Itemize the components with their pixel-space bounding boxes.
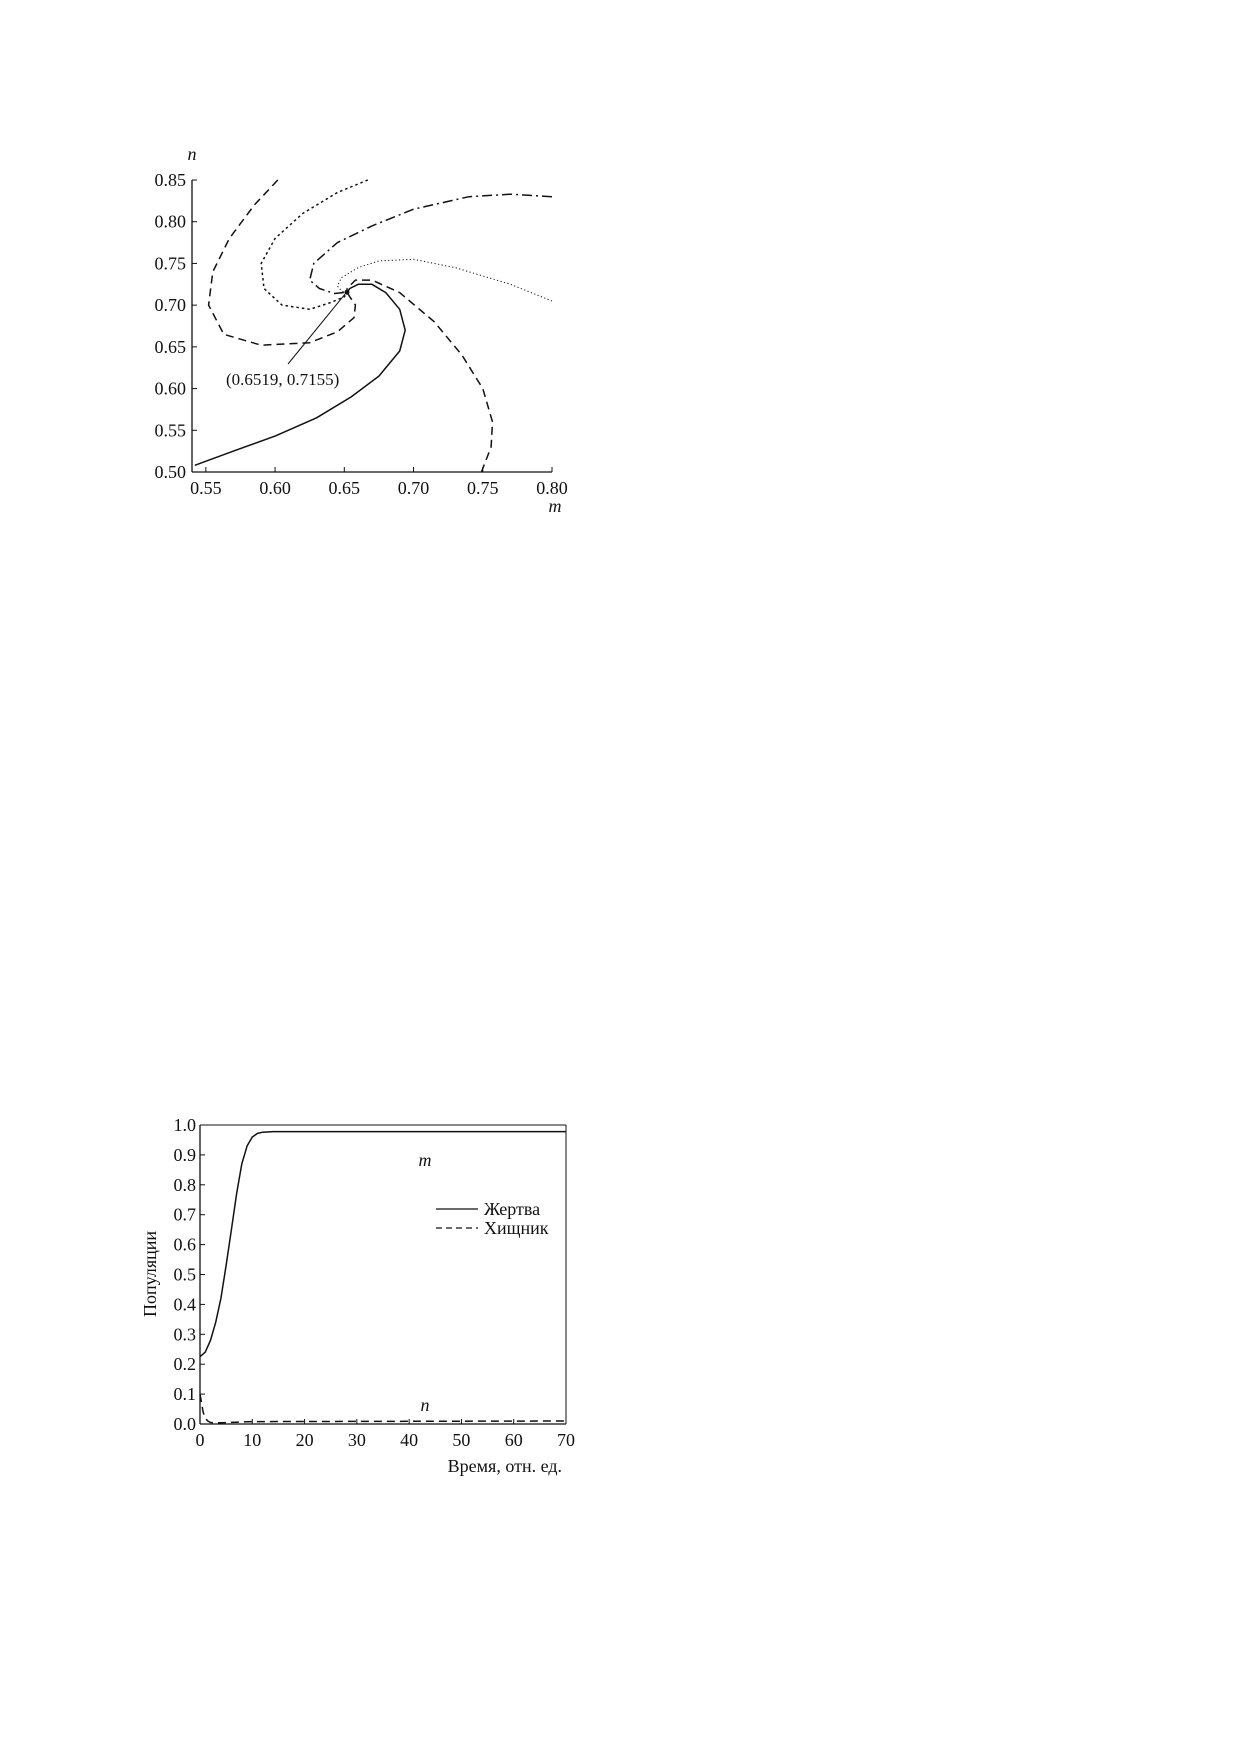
y-tick-label: 0.9: [173, 1144, 196, 1165]
y-tick-label: 0.75: [154, 253, 186, 274]
y-tick-label: 0.5: [173, 1264, 196, 1285]
x-tick-label: 0.60: [259, 478, 291, 498]
series-line-prey: [200, 1132, 566, 1357]
y-tick-label: 0.80: [154, 211, 186, 232]
x-tick-label: 60: [504, 1430, 523, 1450]
x-tick-label: 0.80: [536, 478, 568, 498]
y-tick-label: 0.65: [154, 336, 186, 357]
equilibrium-label: (0.6519, 0.7155): [226, 370, 340, 389]
legend: [436, 1199, 549, 1238]
trajectory-dashed: [347, 280, 492, 472]
legend-label-prey: Жертва: [484, 1199, 541, 1219]
y-tick-label: 0.3: [173, 1324, 196, 1345]
x-tick-label: 40: [400, 1430, 419, 1450]
y-tick-label: 0.0: [173, 1414, 196, 1434]
y-tick-label: 0.50: [154, 462, 186, 482]
equilibrium-point: [344, 290, 349, 295]
y-tick-label: 0.55: [154, 420, 186, 441]
y-tick-label: 0.60: [154, 378, 186, 399]
x-tick-label: 0.70: [397, 478, 430, 498]
equilibrium-pointer-line: [288, 294, 345, 364]
x-tick-label: 0.75: [467, 478, 499, 498]
legend-label-predator: Хищник: [484, 1218, 549, 1238]
x-tick-label: 0.55: [190, 478, 222, 498]
trajectory-dashdot: [310, 194, 552, 293]
y-tick-label: 1.0: [173, 1115, 196, 1135]
trajectory-dotted: [261, 180, 368, 309]
phase-portrait-chart: [155, 144, 568, 516]
x-tick-label: 10: [243, 1430, 262, 1450]
y-tick-label: 0.1: [173, 1384, 196, 1405]
trajectories: [195, 180, 552, 472]
y-ticks: [155, 170, 198, 482]
y-tick-label: 0.85: [154, 170, 186, 190]
y-axis-label: n: [187, 144, 197, 164]
time-series-chart: [140, 1115, 575, 1476]
series-label-m: m: [418, 1150, 432, 1170]
y-tick-label: 0.7: [173, 1204, 196, 1225]
x-axis-label: Время, отн. ед.: [447, 1456, 562, 1476]
x-tick-label: 20: [295, 1430, 314, 1450]
series-line-predator: [200, 1394, 566, 1423]
x-tick-label: 70: [557, 1430, 575, 1450]
x-tick-label: 50: [452, 1430, 471, 1450]
y-axis-label: Популяции: [140, 1230, 160, 1318]
y-tick-label: 0.70: [154, 295, 186, 316]
y-tick-label: 0.4: [173, 1294, 196, 1315]
x-tick-label: 0: [195, 1430, 205, 1450]
series-label-n: n: [420, 1395, 430, 1415]
trajectory-dashed: [209, 180, 356, 345]
x-axis-label: m: [548, 496, 562, 516]
x-tick-label: 30: [347, 1430, 366, 1450]
x-tick-label: 0.65: [328, 478, 361, 498]
y-tick-label: 0.6: [173, 1234, 196, 1255]
y-tick-label: 0.8: [173, 1174, 196, 1195]
population-series: [200, 1132, 566, 1423]
y-tick-label: 0.2: [173, 1354, 196, 1375]
